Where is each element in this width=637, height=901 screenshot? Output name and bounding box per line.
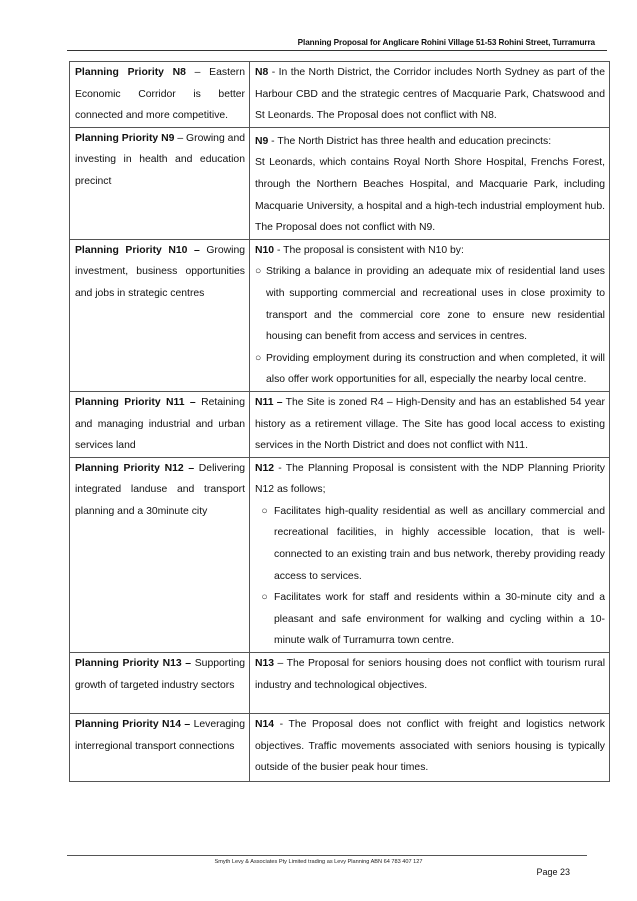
- priority-text: Retaining and managing industrial and urban services land: [75, 396, 245, 452]
- priority-label: Planning Priority N12 –: [75, 462, 195, 474]
- response-paragraph: [255, 240, 605, 262]
- response-cell: [250, 391, 610, 457]
- response-text: - In the North District, the Corridor includes North Sydney as part of the Harbour CBD and the strategic centres of Macquarie Park, Chatswood and St Leonards. The Proposal does not conflict with N8.: [255, 67, 605, 122]
- response-cell: [250, 714, 610, 782]
- response-label: N12: [255, 462, 275, 474]
- response-text: - The Planning Proposal is consistent with the NDP Planning Priority N12 as follows;: [255, 462, 605, 496]
- table-row: [70, 714, 610, 782]
- priority-label: Planning Priority N8: [75, 67, 186, 78]
- table-row: [70, 457, 610, 652]
- priority-cell: [70, 62, 250, 128]
- response-label: N10: [255, 244, 275, 256]
- response-paragraph: [255, 714, 605, 779]
- priority-label: Planning Priority N11 –: [75, 396, 196, 408]
- page-number: Page 23: [536, 867, 570, 877]
- bullet-text: Providing employment during its construction and when completed, it will also offer work opportunities for all, especially the nearby local centre.: [266, 352, 605, 386]
- response-text: - The North District has three health and education precincts:: [268, 135, 552, 147]
- bullet-text: Facilitates work for staff and residents within a 30-minute city and a pleasant and safe environment for walking and cycling within a 10-minute walk of Turramurra town centre.: [274, 592, 605, 647]
- response-text: - The proposal is consistent with N10 by:: [274, 244, 464, 256]
- table-row: [70, 653, 610, 714]
- response-text: St Leonards, which contains Royal North Shore Hospital, Frenchs Forest, through the Northern Beaches Hospital, and Macquarie Park, including Macquarie University, a hospital and a high-tech industrial employment hub. The Proposal does not conflict with N9.: [255, 157, 605, 234]
- priority-cell: [70, 714, 250, 782]
- response-label: N14: [255, 719, 275, 731]
- response-cell: [250, 457, 610, 652]
- response-paragraph: [255, 458, 605, 501]
- response-paragraph: [255, 62, 605, 127]
- response-paragraph: [255, 131, 605, 153]
- priority-cell: [70, 239, 250, 391]
- bullet-icon: ○: [255, 352, 262, 364]
- priority-text: Growing investment, business opportunities and jobs in strategic centres: [75, 244, 246, 299]
- priority-cell: [70, 127, 250, 239]
- priority-cell: [70, 653, 250, 714]
- table-row: [70, 391, 610, 457]
- bullet-item: [255, 587, 605, 652]
- response-paragraph: [255, 392, 605, 457]
- bullet-item: [255, 261, 605, 347]
- planning-priorities-table: [69, 61, 610, 782]
- response-label: N9: [255, 135, 269, 147]
- priority-cell: [70, 391, 250, 457]
- response-label: N13: [255, 658, 275, 670]
- bullet-text: Striking a balance in providing an adequate mix of residential land uses with supporting commercial and recreational uses in close proximity to transport and the commercial core zone to ensure new residential housing can benefit from access and services in centres.: [266, 266, 605, 343]
- response-cell: [250, 62, 610, 128]
- priority-text: Supporting growth of targeted industry sectors: [75, 658, 245, 691]
- response-cell: [250, 239, 610, 391]
- response-text: - The Proposal does not conflict with freight and logistics network objectives. Traffic movements associated with seniors housing is typically outside of the busier peak hour times.: [255, 719, 605, 774]
- priority-cell: [70, 457, 250, 652]
- priority-text: Leveraging interregional transport connections: [75, 719, 245, 752]
- table-row: [70, 239, 610, 391]
- response-text: The Site is zoned R4 – High-Density and has an established 54 year history as a retirement village. The Site has good local access to existing services in the North District and does not conflict with N11.: [255, 396, 605, 452]
- bullet-icon: ○: [261, 592, 268, 604]
- footer-company-text: Smyth Levy & Associates Pty Limited trading as Levy Planning ABN 64 783 407 127: [214, 859, 423, 865]
- footer-rule: [67, 855, 587, 856]
- priority-label: Planning Priority N13 –: [75, 658, 192, 670]
- header-rule: [67, 50, 607, 51]
- response-paragraph: [255, 152, 605, 238]
- response-label: N11 –: [255, 396, 283, 408]
- bullet-icon: ○: [255, 266, 262, 278]
- bullet-item: [255, 501, 605, 587]
- page-header-title: Planning Proposal for Anglicare Rohini Village 51-53 Rohini Street, Turramurra: [297, 38, 595, 47]
- priority-label: Planning Priority N9: [75, 132, 175, 144]
- priority-label: Planning Priority N10 –: [75, 244, 200, 256]
- priority-text: – Eastern Economic Corridor is better connected and more competitive.: [75, 67, 245, 122]
- table-row: [70, 127, 610, 239]
- priority-text: – Growing and investing in health and education precinct: [75, 132, 246, 187]
- bullet-item: [255, 348, 605, 391]
- response-text: – The Proposal for seniors housing does not conflict with tourism rural industry and technological objectives.: [255, 658, 605, 691]
- response-label: N8: [255, 67, 269, 78]
- bullet-text: Facilitates high-quality residential as well as ancillary commercial and recreational facilities, in highly accessible location, that is well-connected to an existing train and bus network, thereby providing ready access to services.: [274, 505, 605, 582]
- response-paragraph: [255, 653, 605, 696]
- priority-label: Planning Priority N14 –: [75, 719, 191, 731]
- bullet-icon: ○: [261, 505, 268, 517]
- priority-text: Delivering integrated landuse and transport planning and a 30minute city: [75, 462, 246, 517]
- response-cell: [250, 653, 610, 714]
- table-row: [70, 62, 610, 128]
- response-cell: [250, 127, 610, 239]
